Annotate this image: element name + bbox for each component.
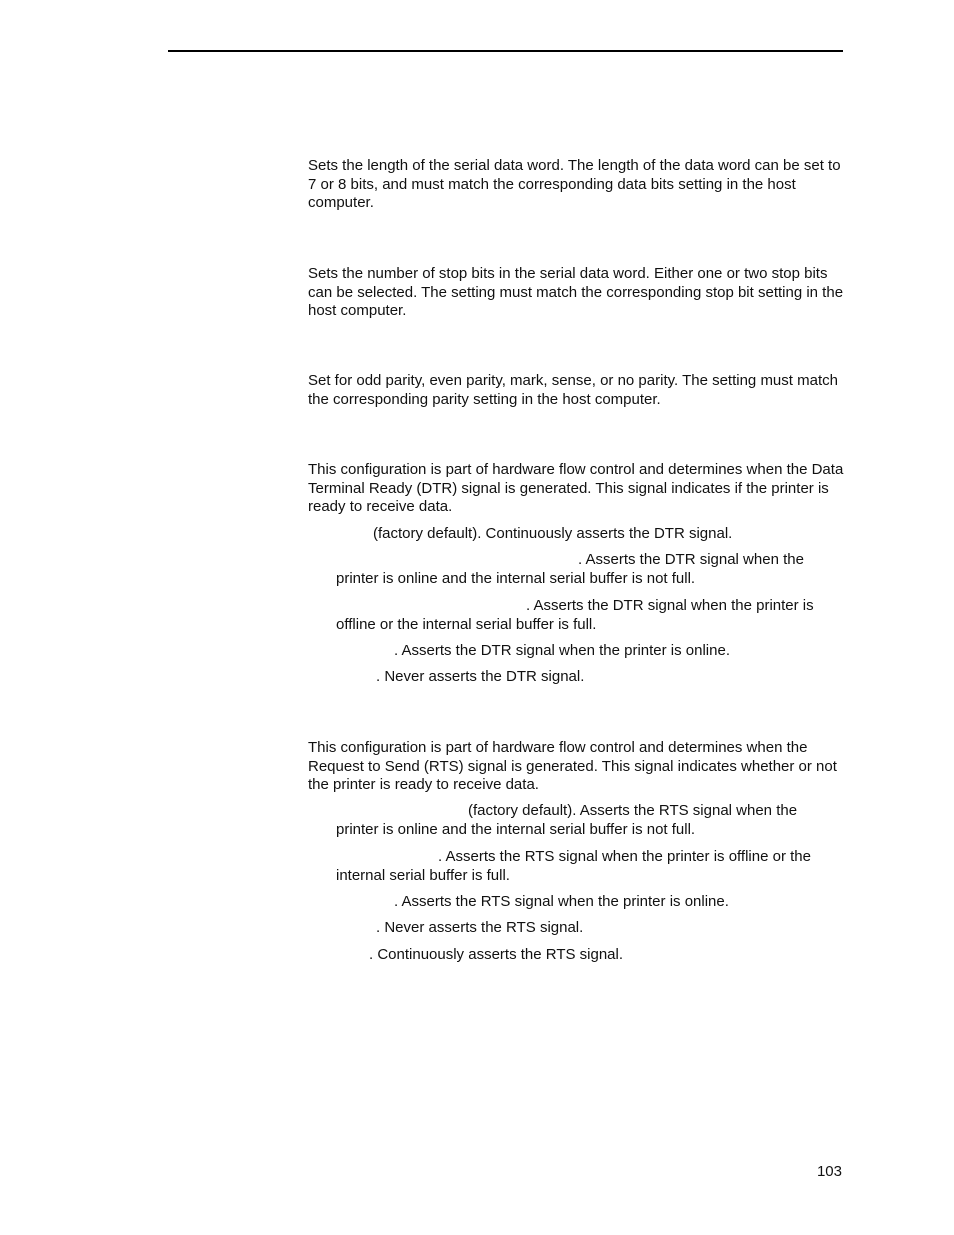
dtr-option-4: . Asserts the DTR signal when the printer is online. xyxy=(394,642,730,659)
header-rule xyxy=(168,50,843,52)
rts-description: This configuration is part of hardware flow control and determines when the Request to Send (RTS) signal is generated. This signal indicates whether or not the printer is ready to receive data. xyxy=(308,739,837,793)
dtr-description: This configuration is part of hardware flow control and determines when the Data Terminal Ready (DTR) signal is generated. This signal indicates if the printer is ready to receive data. xyxy=(308,461,844,515)
rts-option-1: (factory default). Asserts the RTS signal when the printer is online and the internal serial buffer is not full. xyxy=(336,802,798,838)
data-bits-description: Sets the length of the serial data word. The length of the data word can be set to 7 or 8 bits, and must match the corresponding data bits setting in the host computer. xyxy=(308,157,841,211)
rts-option-3: . Asserts the RTS signal when the printer is online. xyxy=(394,893,729,910)
rts-option-5: . Continuously asserts the RTS signal. xyxy=(369,946,624,963)
page-number: 103 xyxy=(816,1163,842,1180)
dtr-option-2: . Asserts the DTR signal when the printer is online and the internal serial buffer is not full. xyxy=(336,551,804,587)
rts-option-4: . Never asserts the RTS signal. xyxy=(376,919,584,936)
dtr-option-3: . Asserts the DTR signal when the printer is offline or the internal serial buffer is full. xyxy=(336,597,814,633)
dtr-option-1: (factory default). Continuously asserts the DTR signal. xyxy=(373,525,733,542)
stop-bits-description: Sets the number of stop bits in the serial data word. Either one or two stop bits can be selected. The setting must match the corresponding stop bit setting in the host computer. xyxy=(308,265,844,319)
dtr-option-5: . Never asserts the DTR signal. xyxy=(376,668,585,685)
parity-description: Set for odd parity, even parity, mark, sense, or no parity. The setting must match the corresponding parity setting in the host computer. xyxy=(308,372,838,408)
rts-option-2: . Asserts the RTS signal when the printer is offline or the internal serial buffer is full. xyxy=(336,848,811,884)
